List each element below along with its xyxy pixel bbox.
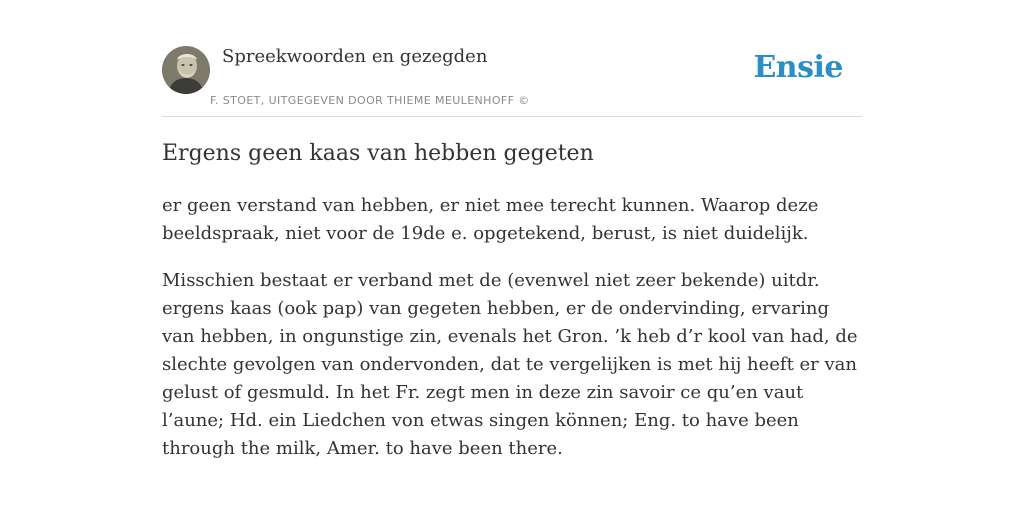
author-portrait-icon: [162, 46, 210, 94]
definition-paragraph: Misschien bestaat er verband met de (evenwel niet zeer bekende) uitdr. ergens kaas (ook pap) van gegeten hebben, er de ondervinding, ervaring van hebben, in ongunstige zin, evenals het Gron. ’k heb d’r kool van had, de slechte gevolgen van ondervonden, dat te vergelijken is met hij heeft er van gelust of gesmuld. In het Fr. zegt men in deze zin savoir ce qu’en vaut l’aune; Hd. ein Liedchen von etwas singen können; Eng. to have been through the milk, Amer. to have been there.: [162, 270, 858, 459]
definition-paragraph: er geen verstand van hebben, er niet mee terecht kunnen. Waarop deze beeldspraak, niet voor de 19de e. opgetekend, berust, is niet duidelijk.: [162, 195, 819, 244]
entry-title: Ergens geen kaas van hebben gegeten: [162, 141, 594, 166]
source-header: [162, 46, 862, 117]
ensie-logo[interactable]: Ensie: [753, 50, 843, 85]
source-credit: F. STOET, UITGEGEVEN DOOR THIEME MEULENHOFF ©: [210, 94, 530, 107]
source-title[interactable]: Spreekwoorden en gezegden: [222, 46, 488, 67]
